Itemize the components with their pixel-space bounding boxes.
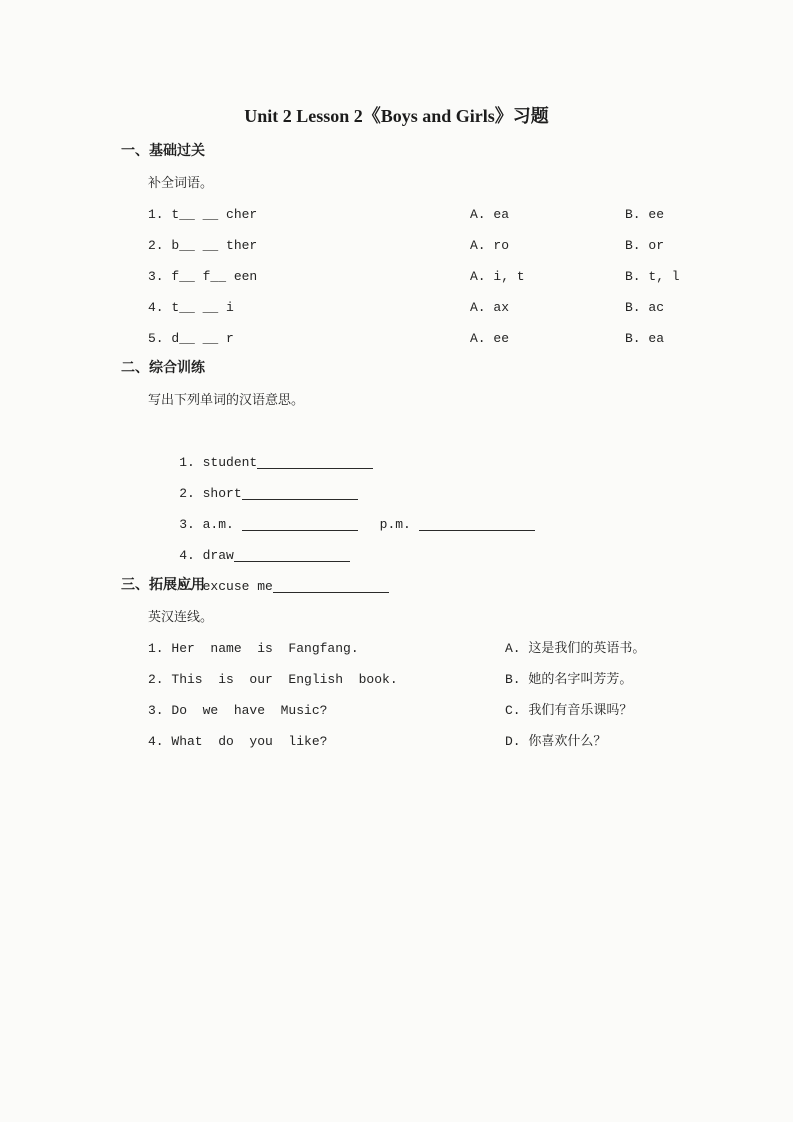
question-stem: 1. t__ __ cher: [148, 207, 258, 222]
answer-blank-line: [242, 481, 358, 500]
section-heading-comprehensive: 二、综合训练: [121, 361, 205, 377]
question-stem: 3. f__ f__ een: [148, 269, 258, 284]
word-label: 2. short: [179, 486, 242, 501]
word-label: 5. excuse me: [179, 579, 273, 594]
fill-word-row-3: [0, 261, 793, 292]
english-sentence: 2. This is our English book.: [148, 672, 398, 687]
english-sentence: 3. Do we have Music?: [148, 703, 328, 718]
option-b: B. ea: [625, 331, 665, 346]
fill-word-row-5: [0, 323, 793, 354]
chinese-option: A. 这是我们的英语书。: [505, 641, 646, 656]
word-label: 4. draw: [179, 548, 234, 563]
match-row-3: [0, 695, 793, 726]
translate-row-2: [0, 447, 793, 501]
english-sentence: 4. What do you like?: [148, 734, 328, 749]
answer-blank-line: [419, 512, 535, 531]
english-sentence: 1. Her name is Fangfang.: [148, 641, 359, 656]
section-heading-basics: 一、基础过关: [121, 144, 205, 160]
option-a: A. i, t: [470, 269, 525, 284]
match-row-2: [0, 664, 793, 695]
instruction-comprehensive: 写出下列单词的汉语意思。: [148, 393, 305, 408]
fill-word-row-2: [0, 230, 793, 261]
option-a: A. ro: [470, 238, 510, 253]
fill-word-row-4: [0, 292, 793, 323]
question-stem: 4. t__ __ i: [148, 300, 234, 315]
match-row-4: [0, 726, 793, 757]
word-label: p.m.: [379, 517, 419, 532]
worksheet-title: Unit 2 Lesson 2《Boys and Girls》习题: [244, 106, 549, 126]
option-a: A. ax: [470, 300, 510, 315]
instruction-basics: 补全词语。: [148, 176, 214, 191]
chinese-option: D. 你喜欢什么？: [505, 734, 607, 749]
option-b: B. t, l: [625, 269, 680, 284]
option-b: B. ac: [625, 300, 665, 315]
option-a: A. ee: [470, 331, 510, 346]
section-heading-extension: 三、拓展应用: [121, 578, 205, 594]
translate-row-3: [0, 478, 793, 532]
chinese-option: B. 她的名字叫芳芳。: [505, 672, 633, 687]
answer-blank-line: [257, 450, 373, 469]
chinese-option: C. 我们有音乐课吗？: [505, 703, 633, 718]
question-stem: 2. b__ __ ther: [148, 238, 258, 253]
answer-blank-line: [242, 512, 358, 531]
instruction-extension: 英汉连线。: [148, 610, 214, 625]
option-b: B. ee: [625, 207, 665, 222]
option-b: B. or: [625, 238, 665, 253]
match-row-1: [0, 633, 793, 664]
word-label: 1. student: [179, 455, 258, 470]
answer-blank-line: [273, 574, 389, 593]
answer-blank-line: [234, 543, 350, 562]
fill-word-row-1: [0, 199, 793, 230]
option-a: A. ea: [470, 207, 510, 222]
question-stem: 5. d__ __ r: [148, 331, 234, 346]
translate-row-1: [0, 416, 793, 470]
word-label: 3. a.m.: [179, 517, 242, 532]
